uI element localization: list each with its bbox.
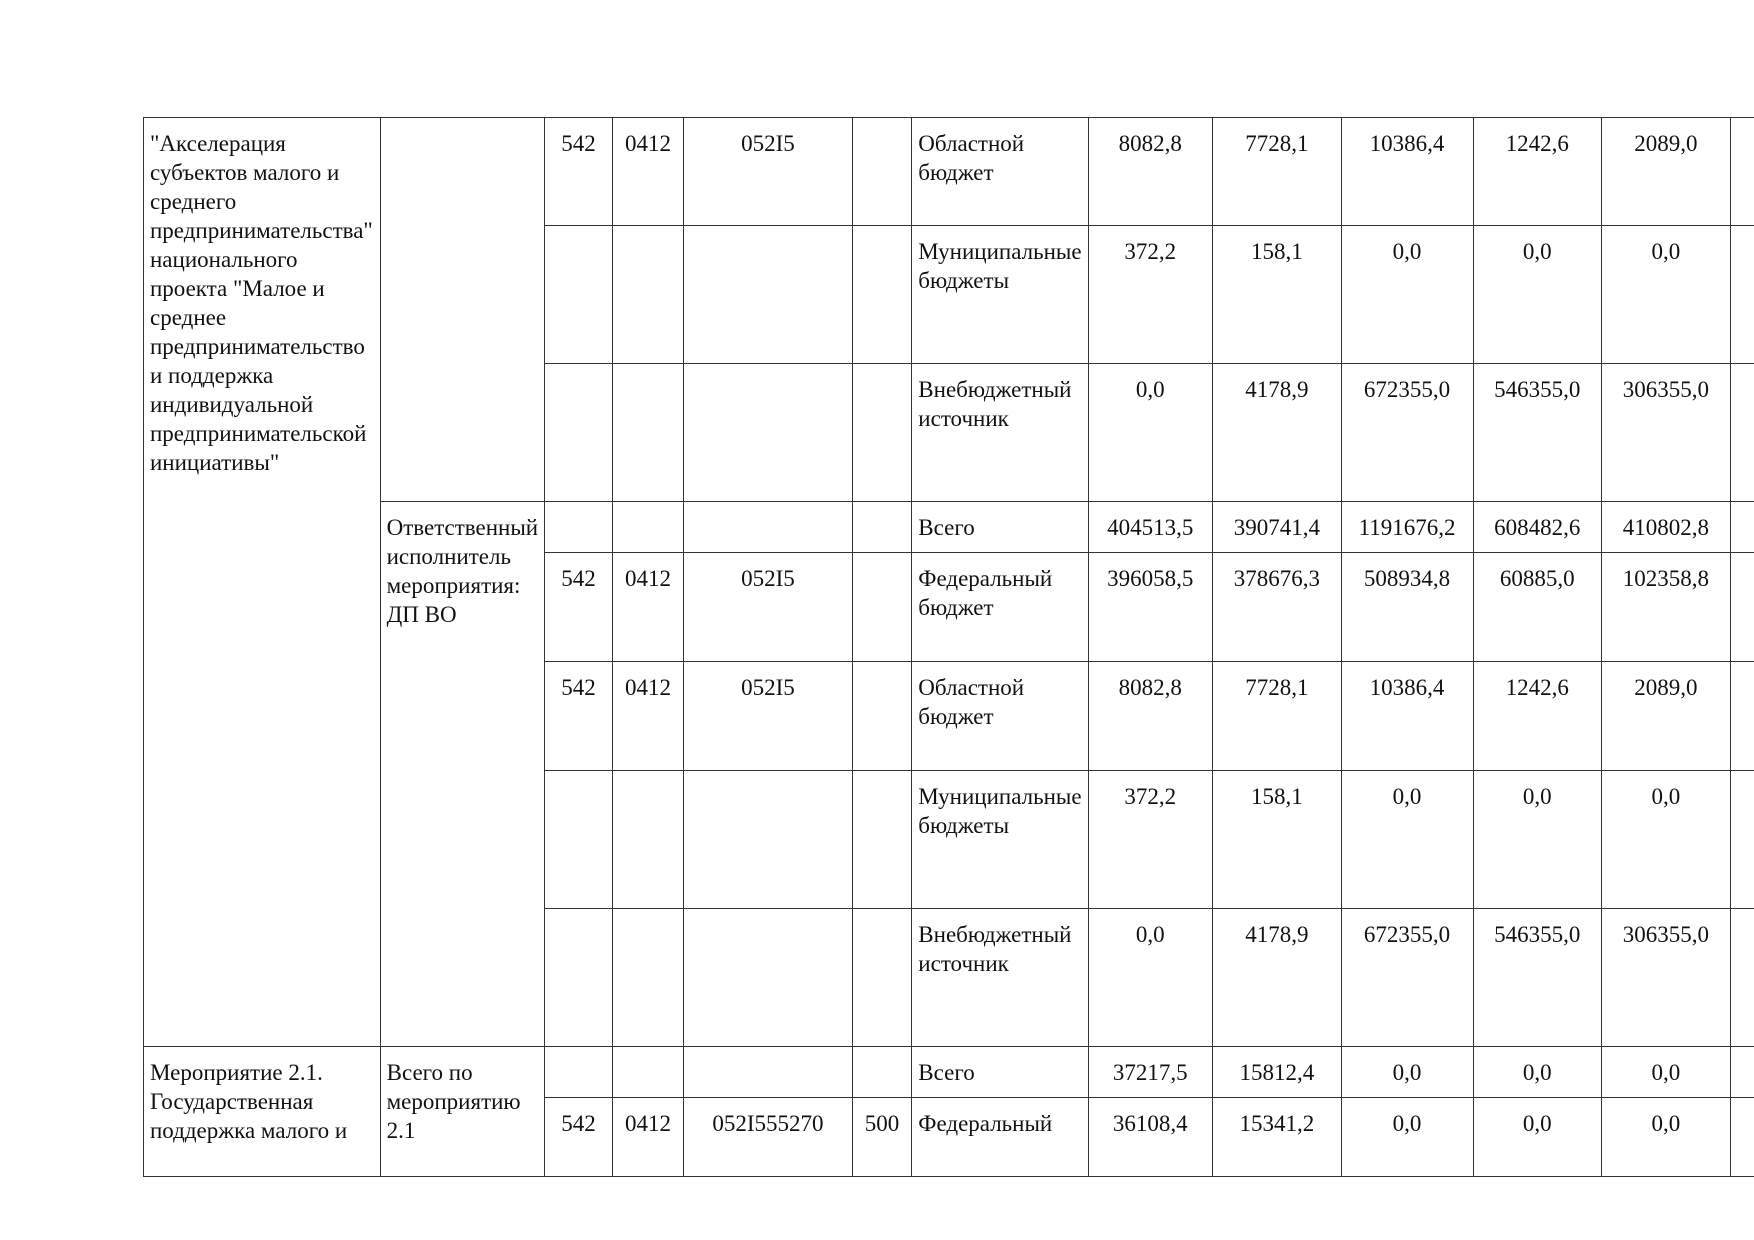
- vr-cell: [852, 364, 912, 502]
- grbs-cell: 542: [545, 662, 613, 771]
- value-cell: 306355,0: [1602, 364, 1731, 502]
- source-cell: Областной бюджет: [912, 662, 1088, 771]
- value-cell: 1242,6: [1473, 118, 1602, 226]
- vr-cell: [852, 226, 912, 364]
- value-cell: 15812,4: [1213, 1047, 1342, 1098]
- value-cell: 15341,2: [1213, 1098, 1342, 1177]
- source-cell: Внебюджетный источник: [912, 364, 1088, 502]
- cut-off-cell: [1730, 226, 1754, 364]
- value-cell: 0,0: [1473, 226, 1602, 364]
- value-cell: 546355,0: [1473, 909, 1602, 1047]
- value-cell: 36108,4: [1088, 1098, 1212, 1177]
- value-cell: 0,0: [1602, 1098, 1731, 1177]
- grbs-cell: [545, 909, 613, 1047]
- source-cell: Муниципальные бюджеты: [912, 771, 1088, 909]
- value-cell: 0,0: [1088, 364, 1212, 502]
- rzpr-cell: [612, 909, 683, 1047]
- vr-cell: [852, 1047, 912, 1098]
- value-cell: 0,0: [1473, 771, 1602, 909]
- grbs-cell: [545, 364, 613, 502]
- rzpr-cell: 0412: [612, 118, 683, 226]
- value-cell: 404513,5: [1088, 502, 1212, 553]
- value-cell: 0,0: [1473, 1098, 1602, 1177]
- source-cell: Муниципальные бюджеты: [912, 226, 1088, 364]
- cut-off-cell: [1730, 909, 1754, 1047]
- value-cell: 2089,0: [1602, 662, 1731, 771]
- source-cell: Всего: [912, 502, 1088, 553]
- rzpr-cell: [612, 1047, 683, 1098]
- executor-cell: Всего по мероприятию 2.1: [380, 1047, 545, 1177]
- cut-off-cell: [1730, 1098, 1754, 1177]
- value-cell: 608482,6: [1473, 502, 1602, 553]
- value-cell: 7728,1: [1213, 118, 1342, 226]
- executor-cell: Ответственный исполнитель мероприятия: ДП ВО: [380, 502, 545, 1047]
- rzpr-cell: 0412: [612, 1098, 683, 1177]
- value-cell: 306355,0: [1602, 909, 1731, 1047]
- grbs-cell: [545, 771, 613, 909]
- value-cell: 10386,4: [1341, 662, 1473, 771]
- budget-table: [143, 117, 1754, 1177]
- vr-cell: 500: [852, 1098, 912, 1177]
- value-cell: 1191676,2: [1341, 502, 1473, 553]
- value-cell: 390741,4: [1213, 502, 1342, 553]
- rzpr-cell: [612, 771, 683, 909]
- cut-off-cell: [1730, 771, 1754, 909]
- cut-off-cell: [1730, 364, 1754, 502]
- value-cell: 0,0: [1341, 226, 1473, 364]
- cut-off-cell: [1730, 662, 1754, 771]
- value-cell: 0,0: [1341, 1047, 1473, 1098]
- vr-cell: [852, 771, 912, 909]
- value-cell: 4178,9: [1213, 909, 1342, 1047]
- csr-cell: [684, 771, 853, 909]
- csr-cell: 052I5: [684, 118, 853, 226]
- source-cell: Всего: [912, 1047, 1088, 1098]
- rzpr-cell: [612, 364, 683, 502]
- source-cell: Федеральный бюджет: [912, 553, 1088, 662]
- value-cell: 158,1: [1213, 771, 1342, 909]
- value-cell: 8082,8: [1088, 662, 1212, 771]
- grbs-cell: 542: [545, 118, 613, 226]
- vr-cell: [852, 118, 912, 226]
- cut-off-cell: [1730, 118, 1754, 226]
- source-cell: Федеральный: [912, 1098, 1088, 1177]
- value-cell: 672355,0: [1341, 909, 1473, 1047]
- value-cell: 0,0: [1341, 771, 1473, 909]
- value-cell: 0,0: [1602, 771, 1731, 909]
- csr-cell: [684, 364, 853, 502]
- value-cell: 7728,1: [1213, 662, 1342, 771]
- value-cell: 546355,0: [1473, 364, 1602, 502]
- grbs-cell: 542: [545, 1098, 613, 1177]
- rzpr-cell: 0412: [612, 553, 683, 662]
- grbs-cell: [545, 226, 613, 364]
- csr-cell: [684, 226, 853, 364]
- table-row: [144, 502, 1754, 553]
- table-body: [144, 118, 1754, 1177]
- value-cell: 10386,4: [1341, 118, 1473, 226]
- value-cell: 37217,5: [1088, 1047, 1212, 1098]
- value-cell: 158,1: [1213, 226, 1342, 364]
- csr-cell: [684, 1047, 853, 1098]
- cut-off-cell: [1730, 553, 1754, 662]
- value-cell: 60885,0: [1473, 553, 1602, 662]
- measure-cell: Мероприятие 2.1. Государственная поддержка малого и: [144, 1047, 381, 1177]
- csr-cell: [684, 502, 853, 553]
- value-cell: 0,0: [1088, 909, 1212, 1047]
- value-cell: 0,0: [1602, 226, 1731, 364]
- value-cell: 372,2: [1088, 771, 1212, 909]
- value-cell: 396058,5: [1088, 553, 1212, 662]
- value-cell: 672355,0: [1341, 364, 1473, 502]
- cut-off-cell: [1730, 1047, 1754, 1098]
- rzpr-cell: 0412: [612, 662, 683, 771]
- grbs-cell: [545, 1047, 613, 1098]
- vr-cell: [852, 662, 912, 771]
- cut-off-cell: [1730, 502, 1754, 553]
- table-row: [144, 1047, 1754, 1098]
- value-cell: 378676,3: [1213, 553, 1342, 662]
- measure-cell: "Акселерация субъектов малого и среднего предпринимательства" национального проекта "Малое и среднее предпринимательство и поддержка индивидуальной предпринимательской инициативы": [144, 118, 381, 1047]
- grbs-cell: [545, 502, 613, 553]
- value-cell: 0,0: [1341, 1098, 1473, 1177]
- vr-cell: [852, 909, 912, 1047]
- source-cell: Областной бюджет: [912, 118, 1088, 226]
- value-cell: 0,0: [1473, 1047, 1602, 1098]
- value-cell: 1242,6: [1473, 662, 1602, 771]
- rzpr-cell: [612, 502, 683, 553]
- value-cell: 508934,8: [1341, 553, 1473, 662]
- vr-cell: [852, 502, 912, 553]
- vr-cell: [852, 553, 912, 662]
- source-cell: Внебюджетный источник: [912, 909, 1088, 1047]
- value-cell: 2089,0: [1602, 118, 1731, 226]
- value-cell: 410802,8: [1602, 502, 1731, 553]
- value-cell: 372,2: [1088, 226, 1212, 364]
- csr-cell: 052I5: [684, 662, 853, 771]
- value-cell: 8082,8: [1088, 118, 1212, 226]
- value-cell: 102358,8: [1602, 553, 1731, 662]
- grbs-cell: 542: [545, 553, 613, 662]
- value-cell: 4178,9: [1213, 364, 1342, 502]
- table-row: [144, 118, 1754, 226]
- csr-cell: [684, 909, 853, 1047]
- executor-cell: [380, 118, 545, 502]
- csr-cell: 052I5: [684, 553, 853, 662]
- rzpr-cell: [612, 226, 683, 364]
- csr-cell: 052I555270: [684, 1098, 853, 1177]
- value-cell: 0,0: [1602, 1047, 1731, 1098]
